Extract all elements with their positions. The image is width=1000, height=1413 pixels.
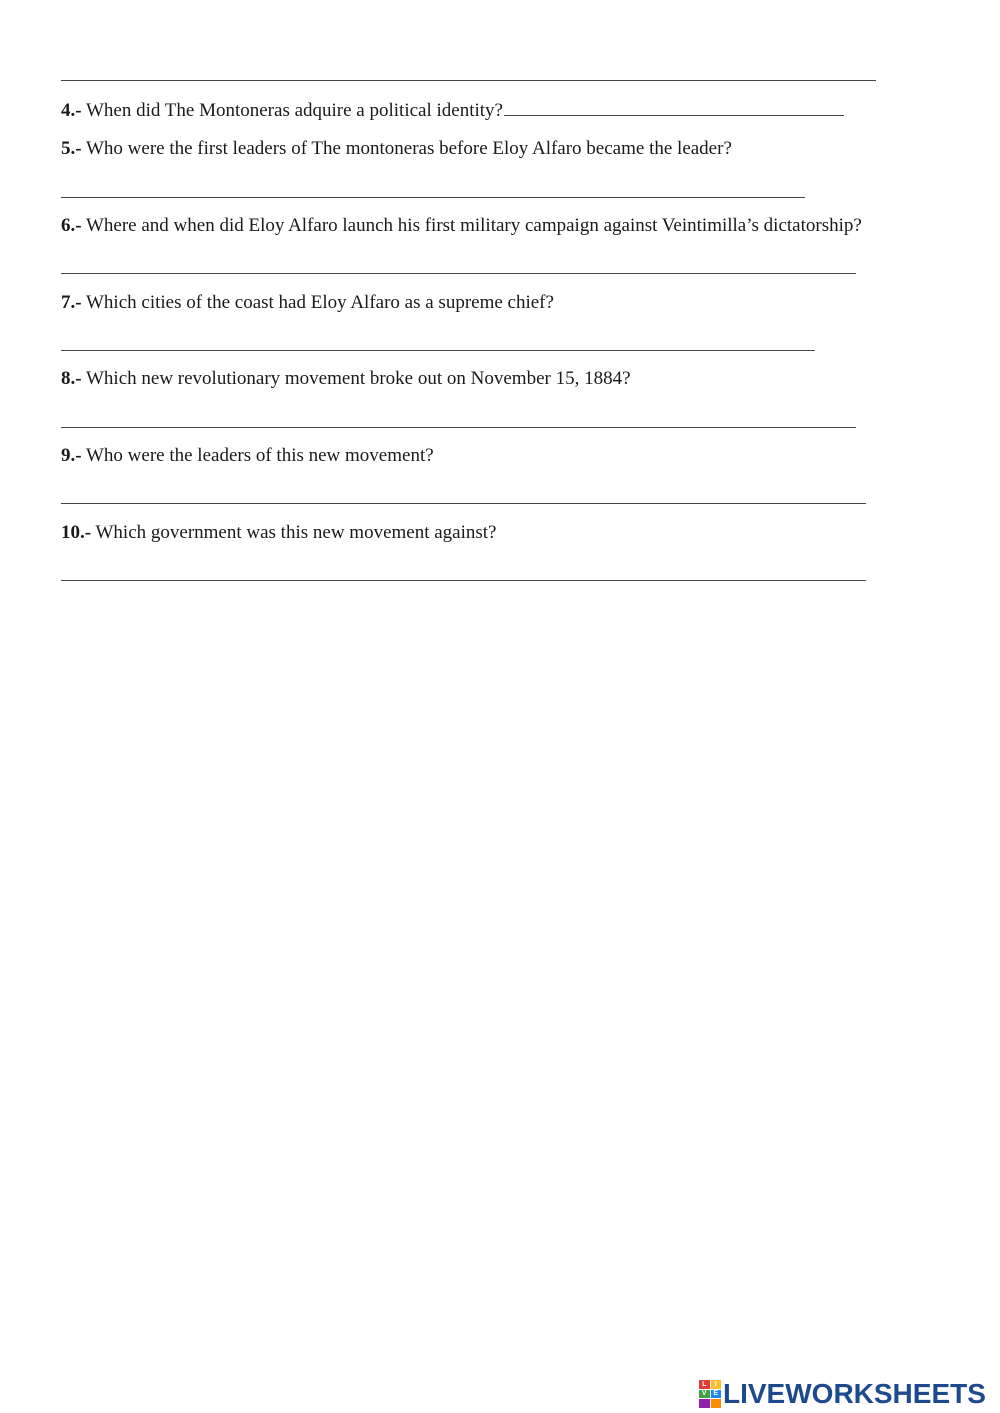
logo-mark-cell: E	[711, 1390, 722, 1399]
question-number: 7.-	[61, 292, 82, 313]
answer-line-7[interactable]	[61, 350, 815, 351]
answer-line-6[interactable]	[61, 273, 856, 274]
answer-line-4[interactable]	[504, 99, 844, 116]
logo-mark-cell: V	[699, 1390, 710, 1399]
logo-mark-cell: L	[699, 1380, 710, 1389]
answer-line-8[interactable]	[61, 427, 856, 428]
answer-line-3[interactable]	[61, 80, 876, 81]
question-number: 8.-	[61, 368, 82, 389]
question-5	[61, 138, 732, 160]
question-number: 6.-	[61, 215, 82, 236]
question-9	[61, 445, 434, 467]
question-number: 9.-	[61, 445, 82, 466]
logo-mark-icon	[699, 1380, 721, 1408]
question-text: Who were the leaders of this new movement?	[81, 445, 434, 466]
question-text: Where and when did Eloy Alfaro launch his first military campaign against Veintimilla’s dictatorship?	[81, 215, 862, 236]
question-text: Which cities of the coast had Eloy Alfaro as a supreme chief?	[81, 292, 554, 313]
logo-text: LIVEWORKSHEETS	[723, 1378, 986, 1409]
question-6	[61, 215, 862, 237]
answer-line-5[interactable]	[61, 197, 805, 198]
question-7	[61, 292, 554, 314]
question-number: 4.-	[61, 100, 82, 121]
logo-mark-cell: I	[711, 1380, 722, 1389]
question-4	[61, 99, 844, 122]
question-text: Who were the first leaders of The montoneras before Eloy Alfaro became the leader?	[81, 138, 732, 159]
question-text: Which government was this new movement against?	[91, 522, 497, 543]
answer-line-10[interactable]	[61, 580, 866, 581]
question-number: 5.-	[61, 138, 82, 159]
liveworksheets-logo	[699, 1378, 986, 1410]
logo-mark-cell	[699, 1399, 710, 1408]
question-10	[61, 522, 497, 544]
answer-line-9[interactable]	[61, 503, 866, 504]
question-number: 10.-	[61, 522, 92, 543]
logo-mark-cell	[711, 1399, 722, 1408]
question-text: When did The Montoneras adquire a political identity?	[81, 100, 503, 121]
question-text: Which new revolutionary movement broke out on November 15, 1884?	[81, 368, 631, 389]
question-8	[61, 368, 631, 390]
